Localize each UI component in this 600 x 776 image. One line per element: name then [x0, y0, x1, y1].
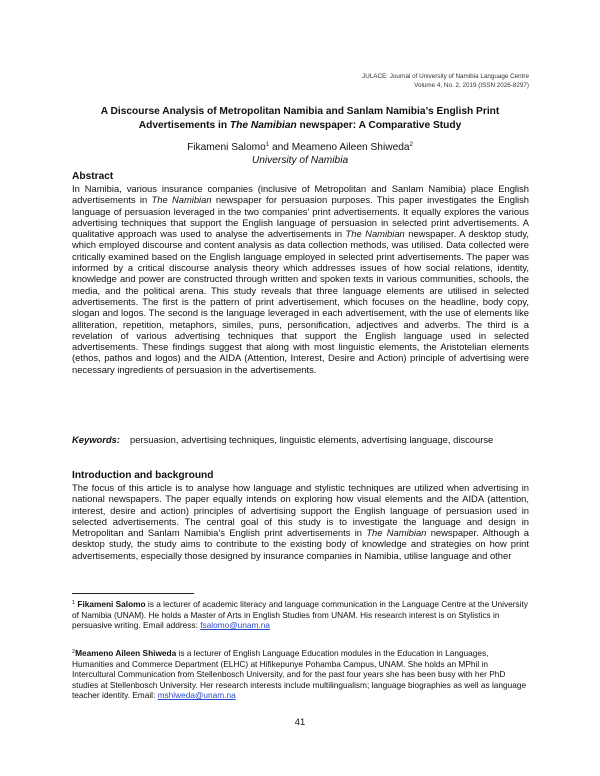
footnote-1	[72, 599, 528, 631]
footnote-separator	[72, 593, 194, 594]
title-line-2-start: Advertisements in	[138, 120, 230, 131]
authors-block	[72, 141, 528, 167]
abstract-text	[72, 183, 529, 375]
introduction-text-part-2: newspaper. Although a desktop study, the study aims to contribute to the existing body of knowledge and strategies on how print advertisements, especially those designed by insurance companies in Namibia, utilise language and other	[72, 527, 529, 561]
author-1-name: Fikameni Salomo	[187, 142, 266, 153]
footnote-2-author: Meameno Aileen Shiweda	[75, 648, 177, 658]
introduction-heading: Introduction and background	[72, 470, 214, 481]
footnote-2-text: is a lecturer of English Language Education modules in the Education in Languages, Humanities and Commerce Department (ELHC) at Hifikepunye Pohamba Campus, UNAM. She holds an MPhil in Intercultural Communication from Stellenbosch University, and for the past four years she has been busy with her PhD studies at Stellenbosch University. Her research interests include multilingualism; language biographies as well as language teacher identity. Email:	[72, 648, 527, 701]
journal-header	[229, 73, 529, 90]
author-affiliation: University of Namibia	[251, 155, 349, 166]
abstract-section	[72, 171, 529, 375]
footnote-2	[72, 648, 528, 701]
author-connector: and	[269, 142, 292, 153]
footnote-1-mark: 1	[72, 600, 76, 606]
footnote-2-email-link[interactable]: mshiweda@unam.na	[157, 690, 236, 701]
abstract-text-part-1: In Namibia, various insurance companies (inclusive of Metropolitan and Sanlam Namibia) place English advertisements in	[72, 183, 529, 206]
abstract-heading: Abstract	[72, 171, 114, 182]
footnote-2-mark: 2	[72, 649, 76, 655]
footnote-1-email-link[interactable]: fsalomo@unam.na	[200, 620, 270, 631]
keywords-text: persuasion, advertising techniques, linguistic elements, advertising language, discourse	[130, 434, 494, 445]
author-2-footnote-mark[interactable]: 2	[409, 142, 413, 148]
author-2-name: Meameno Aileen Shiweda	[291, 142, 410, 153]
page-number: 41	[294, 716, 306, 727]
introduction-text-part-1: The focus of this article is to analyse how language and stylistic techniques are utilized when advertising in national newspapers. The paper equally intends on exploring how visual elements and the AIDA (attention, interest, desire and action) principles of advertising support the English language of persuasion used in selected advertisements. The central goal of this study is to investigate the language and design in Metropolitan and Sanlam Namibia’s English print advertisements in	[72, 482, 529, 539]
keywords-section	[72, 434, 529, 445]
introduction-section	[72, 470, 529, 561]
footnote-1-text: is a lecturer of academic literacy and language communication in the Language Centre at the University of Namibia (UNAM). He holds a Master of Arts in English Studies from UNAM. His research interest is on Stylistics in persuasive writing. Email address:	[72, 599, 528, 631]
author-names	[72, 141, 528, 154]
footnote-1-author: Fikameni Salomo	[77, 599, 146, 609]
introduction-newspaper-name: The Namibian	[366, 527, 427, 539]
author-1-footnote-mark[interactable]: 1	[265, 142, 270, 148]
journal-name: JULACE: Journal of University of Namibia Language Centre	[362, 73, 529, 80]
title-line-2-end: newspaper: A Comparative Study	[296, 120, 462, 131]
abstract-text-part-3: newspaper. A desktop study, which employed discourse and content analysis as data collection methods, was utilised. Data collected were critically examined based on the English language employed in selected print advertisements. The paper was informed by a critical discourse analysis theory which addresses issues of how social relations, identity, knowledge and power are constructed through written and spoken texts in various communities, schools, the media, and the political arena. This study reveals that three language elements are utilised in selected advertisements. The first is the pattern of print advertisement, which focuses on the headline, body copy, slogan and logos. The second is the language leveraged in each advertisement, with the use of elements like alliteration, repetition, metaphors, similes, puns, personification, adjectives and adverbs. The third is a revelation of various advertising techniques that support the English language used in selected advertisements. These findings suggest that along with most linguistic elements, the Aristotelian elements (ethos, pathos and logos) and the AIDA (Attention, Interest, Desire and Action) principle of advertising were necessary ingredients of persuasion in the advertisements.	[72, 228, 529, 375]
abstract-newspaper-name-2: The Namibian	[345, 228, 405, 240]
abstract-newspaper-name-1: The Namibian	[151, 194, 212, 206]
journal-volume: Volume 4, No. 2, 2019 (ISSN 2026-8297)	[414, 81, 529, 89]
title-line-1: A Discourse Analysis of Metropolitan Namibia and Sanlam Namibia’s English Print	[100, 106, 500, 117]
title-line-2	[72, 119, 528, 133]
abstract-text-part-2: newspaper for persuasion purposes. This paper investigates the English language of persuasion leveraged in the two companies’ print advertisements. It equally explores the various advertising techniques that support the English language of persuasion in selected print advertisements. A qualitative approach was used to analyse the advertisements in	[72, 194, 530, 240]
introduction-text	[72, 482, 529, 561]
keywords-label: Keywords:	[72, 434, 120, 445]
paper-title	[72, 105, 528, 133]
title-newspaper-name: The Namibian	[229, 120, 297, 131]
